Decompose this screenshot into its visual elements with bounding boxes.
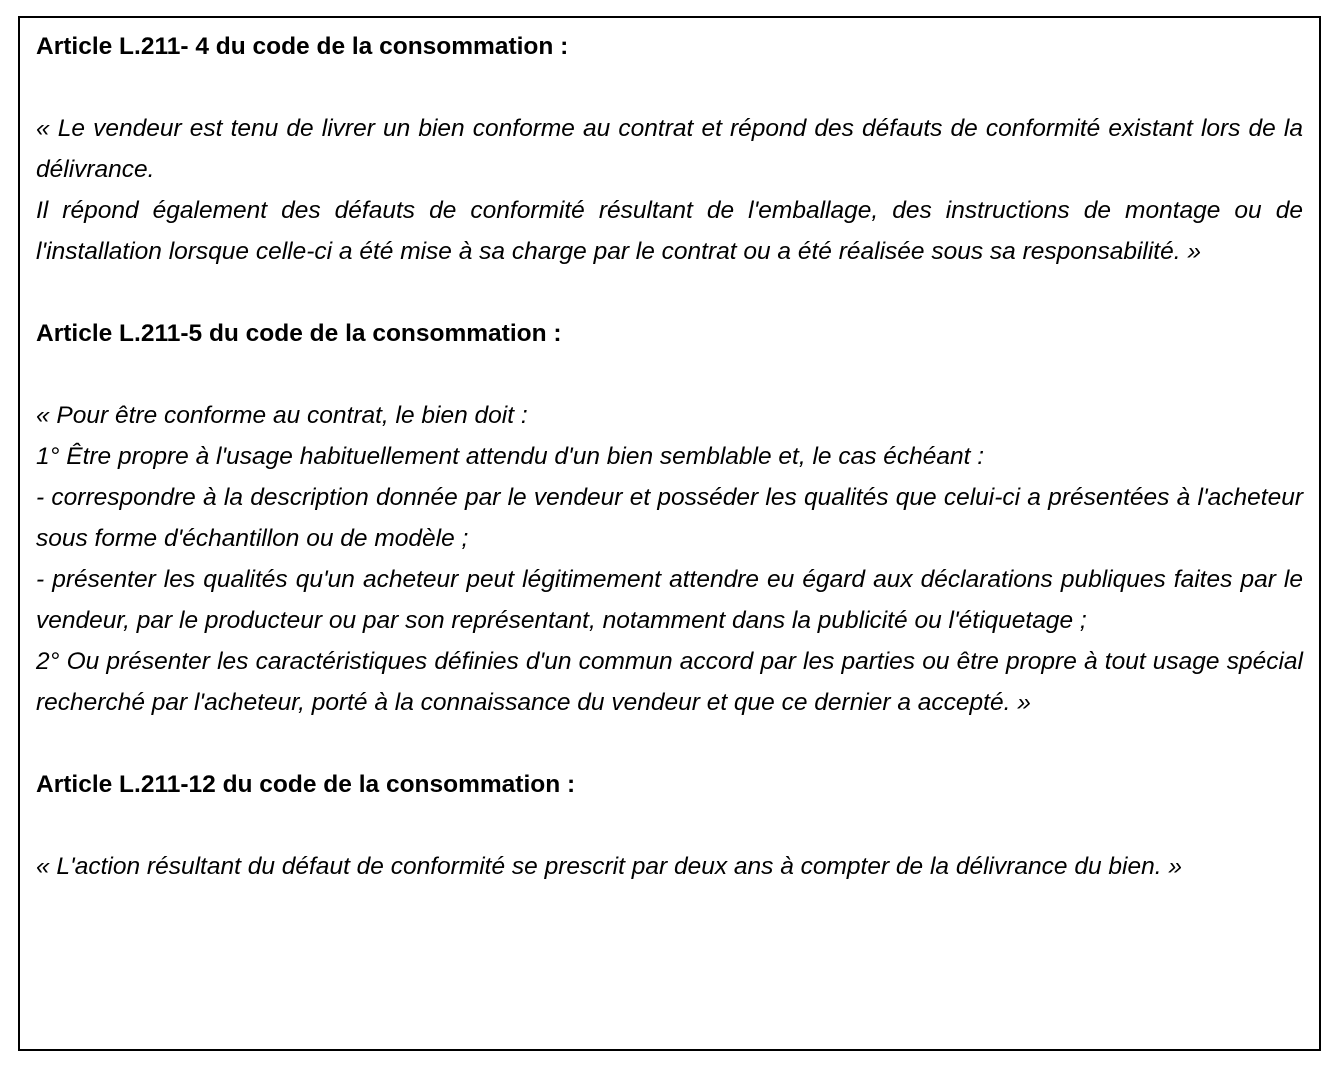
article-paragraph: « Le vendeur est tenu de livrer un bien conforme au contrat et répond des défauts de conformité existant lors de la délivrance. (36, 115, 1303, 183)
spacer (36, 67, 1303, 108)
article-heading-l211-12: Article L.211-12 du code de la consommation : (36, 771, 576, 798)
article-paragraph: 1° Être propre à l'usage habituellement attendu d'un bien semblable et, le cas échéant : (36, 443, 985, 470)
article-paragraph: - correspondre à la description donnée par le vendeur et posséder les qualités que celui-ci a présentées à l'acheteur sous forme d'échantillon ou de modèle ; (36, 484, 1303, 552)
legal-text-box (18, 16, 1321, 1051)
spacer (36, 272, 1303, 313)
article-paragraph: 2° Ou présenter les caractéristiques définies d'un commun accord par les parties ou être propre à tout usage spécial recherché par l'acheteur, porté à la connaissance du vendeur et que ce dernier a accepté. » (36, 648, 1303, 716)
spacer (36, 805, 1303, 846)
article-paragraph: « L'action résultant du défaut de conformité se prescrit par deux ans à compter de la délivrance du bien. » (36, 853, 1182, 880)
article-heading-l211-5: Article L.211-5 du code de la consommation : (36, 320, 562, 347)
article-paragraph: « Pour être conforme au contrat, le bien doit : (36, 402, 528, 429)
article-paragraph: Il répond également des défauts de conformité résultant de l'emballage, des instructions de montage ou de l'installation lorsque celle-ci a été mise à sa charge par le contrat ou a été réalisée sous sa responsabilité. » (36, 197, 1303, 265)
article-paragraph: - présenter les qualités qu'un acheteur peut légitimement attendre eu égard aux déclarations publiques faites par le vendeur, par le producteur ou par son représentant, notamment dans la publicité ou l'étiquetage ; (36, 566, 1303, 634)
spacer (36, 354, 1303, 395)
spacer (36, 723, 1303, 764)
article-heading-l211-4: Article L.211- 4 du code de la consommation : (36, 33, 569, 60)
